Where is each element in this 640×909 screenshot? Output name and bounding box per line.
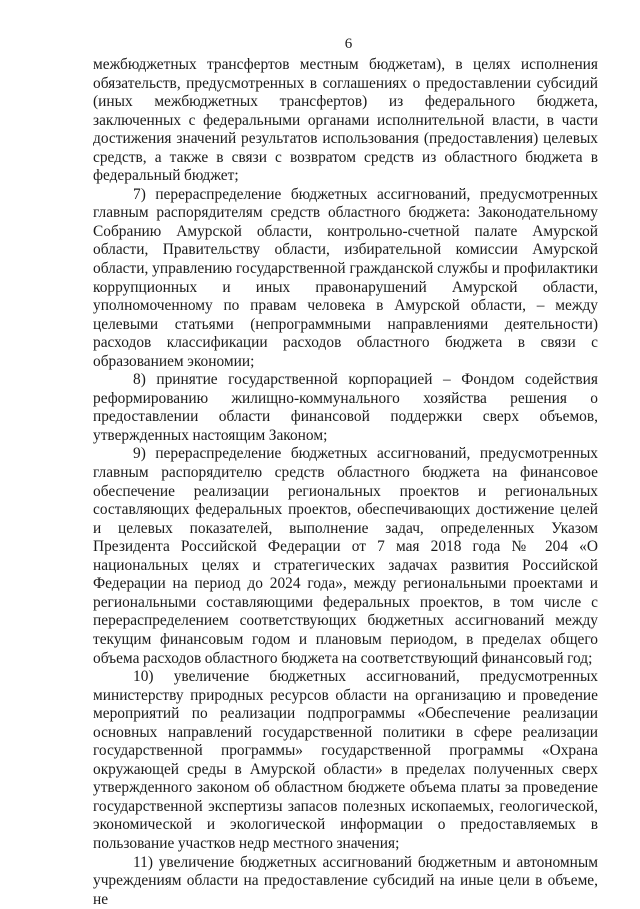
paragraph-item-7: 7) перераспределение бюджетных ассигнований, предусмотренных главным распорядителям средств областного бюджета: Законодательному Собранию Амурской области, контрольно-счетной палате Амурской области, Правительству области, избирательной комиссии Амурской области, управлению государственной гражданской службы и профилактики коррупционных и иных правонарушений Амурской области, уполномоченному по правам человека в Амурской области, – между целевыми статьями (непрограммными направлениями деятельности) расходов классификации расходов областного бюджета в связи с образованием экономии;: [93, 185, 598, 370]
page-number: 6: [344, 36, 353, 52]
paragraph-item-11: 11) увеличение бюджетных ассигнований бюджетным и автономным учреждениям области на предоставление субсидий на иные цели в объеме, не: [93, 853, 598, 908]
paragraph-item-10: 10) увеличение бюджетных ассигнований, предусмотренных министерству природных ресурсов области на организацию и проведение мероприятий по реализации подпрограммы «Обеспечение реализации основных направлений государственной политики в сфере реализации государственной программы» государственной программы «Охрана окружающей среды в Амурской области» в пределах полученных сверх утвержденного законом об областном бюджете объема платы за проведение государственной экспертизы запасов полезных ископаемых, геологической, экономической и экологической информации о предоставляемых в пользование участков недр местного значения;: [93, 668, 598, 852]
paragraph-item-8: 8) принятие государственной корпорацией – Фондом содействия реформированию жилищно-коммунального хозяйства решения о предоставлении области финансовой поддержки сверх объемов, утвержденных настоящим Законом;: [93, 371, 598, 444]
paragraph-continuation: межбюджетных трансфертов местным бюджетам), в целях исполнения обязательств, предусмотренных в соглашениях о предоставлении субсидий (иных межбюджетных трансфертов) из федерального бюджета, заключенных с федеральными органами исполнительной власти, в части достижения значений результатов использования (предоставления) целевых средств, а также в связи с возвратом средств из областного бюджета в федеральный бюджет;: [93, 56, 598, 185]
paragraph-item-9: 9) перераспределение бюджетных ассигнований, предусмотренных главным распорядителю средств областного бюджета на финансовое обеспечение реализации региональных проектов и региональных составляющих федеральных проектов, обеспечивающих достижение целей и целевых показателей, выполнение задач, определенных Указом Президента Российской Федерации от 7 мая 2018 года № 204 «О национальных целях и стратегических задачах развития Российской Федерации на период до 2024 года», между региональными проектами и региональными составляющими федеральных проектов, в том числе с перераспределением соответствующих бюджетных ассигнований между текущим финансовым годом и плановым периодом, в пределах общего объема расходов областного бюджета на соответствующий финансовый год;: [93, 445, 598, 667]
